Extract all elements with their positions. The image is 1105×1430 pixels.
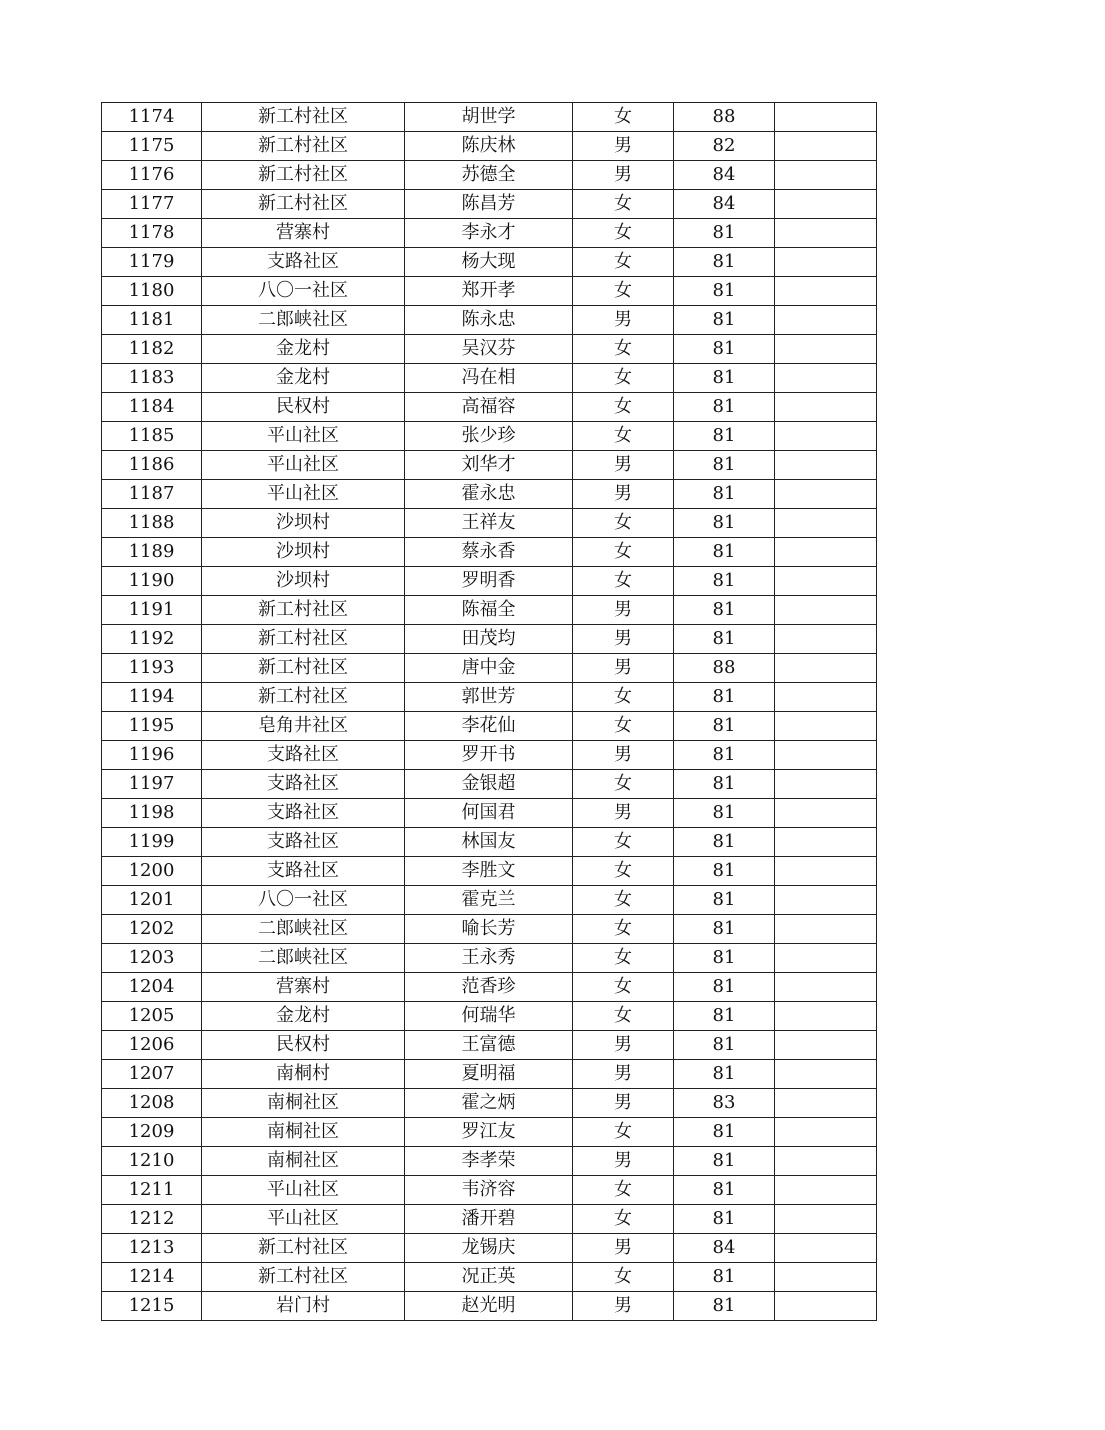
note-cell: [775, 799, 877, 828]
person-name-cell: 况正英: [405, 1263, 573, 1292]
note-cell: [775, 886, 877, 915]
table-row: [102, 973, 877, 1002]
person-name-cell: 何瑞华: [405, 1002, 573, 1031]
person-name-cell: 李胜文: [405, 857, 573, 886]
sex-cell: 女: [573, 1263, 674, 1292]
row-number-cell: 1206: [102, 1031, 202, 1060]
age-cell: 81: [674, 509, 775, 538]
person-name-cell: 李永才: [405, 219, 573, 248]
person-name-cell: 李花仙: [405, 712, 573, 741]
row-number-cell: 1191: [102, 596, 202, 625]
row-number-cell: 1179: [102, 248, 202, 277]
note-cell: [775, 306, 877, 335]
table-row: [102, 683, 877, 712]
age-cell: 81: [674, 915, 775, 944]
age-cell: 81: [674, 538, 775, 567]
table-row: [102, 1234, 877, 1263]
sex-cell: 女: [573, 857, 674, 886]
table-row: [102, 915, 877, 944]
age-cell: 81: [674, 683, 775, 712]
person-name-cell: 唐中金: [405, 654, 573, 683]
community-cell: 二郎峡社区: [202, 915, 405, 944]
sex-cell: 女: [573, 1002, 674, 1031]
note-cell: [775, 538, 877, 567]
sex-cell: 女: [573, 422, 674, 451]
row-number-cell: 1196: [102, 741, 202, 770]
note-cell: [775, 219, 877, 248]
community-cell: 支路社区: [202, 248, 405, 277]
person-name-cell: 陈永忠: [405, 306, 573, 335]
community-cell: 岩门村: [202, 1292, 405, 1321]
note-cell: [775, 596, 877, 625]
age-cell: 81: [674, 422, 775, 451]
sex-cell: 女: [573, 915, 674, 944]
note-cell: [775, 161, 877, 190]
table-row: [102, 712, 877, 741]
person-name-cell: 霍克兰: [405, 886, 573, 915]
table-row: [102, 190, 877, 219]
community-cell: 支路社区: [202, 799, 405, 828]
community-cell: 支路社区: [202, 770, 405, 799]
row-number-cell: 1199: [102, 828, 202, 857]
note-cell: [775, 683, 877, 712]
age-cell: 84: [674, 1234, 775, 1263]
sex-cell: 女: [573, 509, 674, 538]
note-cell: [775, 1176, 877, 1205]
community-cell: 南桐社区: [202, 1147, 405, 1176]
row-number-cell: 1197: [102, 770, 202, 799]
sex-cell: 男: [573, 799, 674, 828]
sex-cell: 女: [573, 1118, 674, 1147]
sex-cell: 女: [573, 828, 674, 857]
table-row: [102, 1060, 877, 1089]
community-cell: 金龙村: [202, 1002, 405, 1031]
row-number-cell: 1200: [102, 857, 202, 886]
table-row: [102, 509, 877, 538]
row-number-cell: 1214: [102, 1263, 202, 1292]
table-row: [102, 538, 877, 567]
sex-cell: 男: [573, 1031, 674, 1060]
table-row: [102, 654, 877, 683]
note-cell: [775, 190, 877, 219]
community-cell: 南桐社区: [202, 1089, 405, 1118]
note-cell: [775, 277, 877, 306]
community-cell: 南桐社区: [202, 1118, 405, 1147]
note-cell: [775, 1118, 877, 1147]
community-cell: 支路社区: [202, 828, 405, 857]
person-name-cell: 赵光明: [405, 1292, 573, 1321]
age-cell: 88: [674, 654, 775, 683]
community-cell: 支路社区: [202, 857, 405, 886]
table-row: [102, 1118, 877, 1147]
community-cell: 平山社区: [202, 451, 405, 480]
row-number-cell: 1175: [102, 132, 202, 161]
table-row: [102, 1089, 877, 1118]
person-name-cell: 陈福全: [405, 596, 573, 625]
sex-cell: 男: [573, 306, 674, 335]
community-cell: 营寨村: [202, 219, 405, 248]
note-cell: [775, 625, 877, 654]
note-cell: [775, 1292, 877, 1321]
note-cell: [775, 364, 877, 393]
community-cell: 沙坝村: [202, 509, 405, 538]
table-row: [102, 828, 877, 857]
person-name-cell: 韦济容: [405, 1176, 573, 1205]
row-number-cell: 1210: [102, 1147, 202, 1176]
person-name-cell: 林国友: [405, 828, 573, 857]
sex-cell: 女: [573, 944, 674, 973]
age-cell: 81: [674, 1031, 775, 1060]
row-number-cell: 1207: [102, 1060, 202, 1089]
row-number-cell: 1182: [102, 335, 202, 364]
note-cell: [775, 480, 877, 509]
note-cell: [775, 567, 877, 596]
person-name-cell: 杨大现: [405, 248, 573, 277]
age-cell: 81: [674, 567, 775, 596]
table-row: [102, 451, 877, 480]
community-cell: 八〇一社区: [202, 277, 405, 306]
person-name-cell: 喻长芳: [405, 915, 573, 944]
note-cell: [775, 1147, 877, 1176]
table-row: [102, 596, 877, 625]
age-cell: 81: [674, 828, 775, 857]
table-row: [102, 944, 877, 973]
community-cell: 八〇一社区: [202, 886, 405, 915]
community-cell: 皂角井社区: [202, 712, 405, 741]
age-cell: 84: [674, 161, 775, 190]
person-name-cell: 蔡永香: [405, 538, 573, 567]
community-cell: 平山社区: [202, 1205, 405, 1234]
row-number-cell: 1203: [102, 944, 202, 973]
row-number-cell: 1194: [102, 683, 202, 712]
table-row: [102, 1147, 877, 1176]
table-row: [102, 1031, 877, 1060]
table-row: [102, 1205, 877, 1234]
community-cell: 沙坝村: [202, 538, 405, 567]
age-cell: 81: [674, 973, 775, 1002]
community-cell: 民权村: [202, 393, 405, 422]
age-cell: 81: [674, 306, 775, 335]
sex-cell: 女: [573, 364, 674, 393]
table-row: [102, 422, 877, 451]
note-cell: [775, 1060, 877, 1089]
row-number-cell: 1181: [102, 306, 202, 335]
table-row: [102, 364, 877, 393]
person-name-cell: 何国君: [405, 799, 573, 828]
age-cell: 81: [674, 625, 775, 654]
sex-cell: 男: [573, 1292, 674, 1321]
table-row: [102, 857, 877, 886]
table-row: [102, 335, 877, 364]
row-number-cell: 1188: [102, 509, 202, 538]
row-number-cell: 1192: [102, 625, 202, 654]
table-row: [102, 886, 877, 915]
note-cell: [775, 770, 877, 799]
sex-cell: 女: [573, 683, 674, 712]
age-cell: 81: [674, 219, 775, 248]
sex-cell: 男: [573, 1060, 674, 1089]
sex-cell: 男: [573, 654, 674, 683]
row-number-cell: 1205: [102, 1002, 202, 1031]
person-name-cell: 田茂均: [405, 625, 573, 654]
note-cell: [775, 1089, 877, 1118]
roster-table: [101, 102, 877, 1321]
row-number-cell: 1212: [102, 1205, 202, 1234]
note-cell: [775, 741, 877, 770]
row-number-cell: 1178: [102, 219, 202, 248]
community-cell: 新工村社区: [202, 132, 405, 161]
person-name-cell: 李孝荣: [405, 1147, 573, 1176]
row-number-cell: 1195: [102, 712, 202, 741]
age-cell: 81: [674, 944, 775, 973]
age-cell: 83: [674, 1089, 775, 1118]
age-cell: 81: [674, 1205, 775, 1234]
person-name-cell: 霍永忠: [405, 480, 573, 509]
age-cell: 81: [674, 1118, 775, 1147]
age-cell: 88: [674, 103, 775, 132]
sex-cell: 女: [573, 219, 674, 248]
table-row: [102, 161, 877, 190]
community-cell: 金龙村: [202, 364, 405, 393]
person-name-cell: 苏德全: [405, 161, 573, 190]
row-number-cell: 1187: [102, 480, 202, 509]
table-row: [102, 393, 877, 422]
note-cell: [775, 335, 877, 364]
row-number-cell: 1202: [102, 915, 202, 944]
community-cell: 二郎峡社区: [202, 944, 405, 973]
community-cell: 平山社区: [202, 1176, 405, 1205]
sex-cell: 女: [573, 538, 674, 567]
age-cell: 81: [674, 1292, 775, 1321]
sex-cell: 男: [573, 161, 674, 190]
person-name-cell: 冯在相: [405, 364, 573, 393]
sex-cell: 女: [573, 973, 674, 1002]
sex-cell: 男: [573, 1147, 674, 1176]
note-cell: [775, 944, 877, 973]
sex-cell: 男: [573, 625, 674, 654]
note-cell: [775, 712, 877, 741]
row-number-cell: 1204: [102, 973, 202, 1002]
table-row: [102, 103, 877, 132]
sex-cell: 女: [573, 567, 674, 596]
table-row: [102, 1002, 877, 1031]
person-name-cell: 陈庆林: [405, 132, 573, 161]
sex-cell: 女: [573, 712, 674, 741]
person-name-cell: 刘华才: [405, 451, 573, 480]
row-number-cell: 1201: [102, 886, 202, 915]
sex-cell: 男: [573, 480, 674, 509]
community-cell: 二郎峡社区: [202, 306, 405, 335]
row-number-cell: 1209: [102, 1118, 202, 1147]
community-cell: 新工村社区: [202, 654, 405, 683]
community-cell: 新工村社区: [202, 190, 405, 219]
person-name-cell: 张少珍: [405, 422, 573, 451]
age-cell: 81: [674, 741, 775, 770]
person-name-cell: 罗江友: [405, 1118, 573, 1147]
sex-cell: 男: [573, 1089, 674, 1118]
age-cell: 81: [674, 857, 775, 886]
person-name-cell: 吴汉芬: [405, 335, 573, 364]
table-row: [102, 1263, 877, 1292]
community-cell: 新工村社区: [202, 683, 405, 712]
note-cell: [775, 1234, 877, 1263]
note-cell: [775, 422, 877, 451]
row-number-cell: 1193: [102, 654, 202, 683]
sex-cell: 男: [573, 132, 674, 161]
person-name-cell: 金银超: [405, 770, 573, 799]
table-row: [102, 799, 877, 828]
age-cell: 81: [674, 770, 775, 799]
community-cell: 新工村社区: [202, 596, 405, 625]
community-cell: 民权村: [202, 1031, 405, 1060]
sex-cell: 女: [573, 335, 674, 364]
sex-cell: 男: [573, 1234, 674, 1263]
community-cell: 南桐村: [202, 1060, 405, 1089]
sex-cell: 女: [573, 886, 674, 915]
table-row: [102, 132, 877, 161]
community-cell: 新工村社区: [202, 103, 405, 132]
row-number-cell: 1177: [102, 190, 202, 219]
sex-cell: 男: [573, 741, 674, 770]
table-row: [102, 567, 877, 596]
person-name-cell: 王永秀: [405, 944, 573, 973]
note-cell: [775, 509, 877, 538]
row-number-cell: 1213: [102, 1234, 202, 1263]
community-cell: 新工村社区: [202, 161, 405, 190]
row-number-cell: 1180: [102, 277, 202, 306]
age-cell: 81: [674, 335, 775, 364]
row-number-cell: 1174: [102, 103, 202, 132]
age-cell: 81: [674, 596, 775, 625]
community-cell: 支路社区: [202, 741, 405, 770]
sex-cell: 女: [573, 277, 674, 306]
note-cell: [775, 915, 877, 944]
community-cell: 平山社区: [202, 422, 405, 451]
age-cell: 81: [674, 1060, 775, 1089]
row-number-cell: 1185: [102, 422, 202, 451]
row-number-cell: 1215: [102, 1292, 202, 1321]
table-row: [102, 480, 877, 509]
person-name-cell: 胡世学: [405, 103, 573, 132]
table-row: [102, 306, 877, 335]
age-cell: 81: [674, 886, 775, 915]
roster-body: [102, 103, 877, 1321]
age-cell: 81: [674, 451, 775, 480]
person-name-cell: 郑开孝: [405, 277, 573, 306]
note-cell: [775, 393, 877, 422]
sex-cell: 女: [573, 248, 674, 277]
community-cell: 金龙村: [202, 335, 405, 364]
table-row: [102, 277, 877, 306]
community-cell: 平山社区: [202, 480, 405, 509]
row-number-cell: 1198: [102, 799, 202, 828]
table-row: [102, 770, 877, 799]
table-row: [102, 625, 877, 654]
table-row: [102, 741, 877, 770]
age-cell: 81: [674, 248, 775, 277]
sex-cell: 女: [573, 1176, 674, 1205]
note-cell: [775, 857, 877, 886]
age-cell: 81: [674, 277, 775, 306]
row-number-cell: 1176: [102, 161, 202, 190]
note-cell: [775, 1263, 877, 1292]
age-cell: 81: [674, 1147, 775, 1176]
note-cell: [775, 132, 877, 161]
community-cell: 新工村社区: [202, 1263, 405, 1292]
person-name-cell: 王祥友: [405, 509, 573, 538]
person-name-cell: 范香珍: [405, 973, 573, 1002]
community-cell: 新工村社区: [202, 1234, 405, 1263]
note-cell: [775, 451, 877, 480]
note-cell: [775, 973, 877, 1002]
table-row: [102, 248, 877, 277]
row-number-cell: 1184: [102, 393, 202, 422]
person-name-cell: 陈昌芳: [405, 190, 573, 219]
row-number-cell: 1211: [102, 1176, 202, 1205]
note-cell: [775, 248, 877, 277]
row-number-cell: 1183: [102, 364, 202, 393]
person-name-cell: 郭世芳: [405, 683, 573, 712]
note-cell: [775, 654, 877, 683]
row-number-cell: 1189: [102, 538, 202, 567]
community-cell: 沙坝村: [202, 567, 405, 596]
community-cell: 新工村社区: [202, 625, 405, 654]
person-name-cell: 夏明福: [405, 1060, 573, 1089]
sex-cell: 女: [573, 1205, 674, 1234]
sex-cell: 女: [573, 190, 674, 219]
age-cell: 81: [674, 480, 775, 509]
note-cell: [775, 1002, 877, 1031]
note-cell: [775, 103, 877, 132]
row-number-cell: 1186: [102, 451, 202, 480]
table-row: [102, 1176, 877, 1205]
row-number-cell: 1208: [102, 1089, 202, 1118]
note-cell: [775, 1205, 877, 1234]
sex-cell: 女: [573, 770, 674, 799]
note-cell: [775, 1031, 877, 1060]
age-cell: 81: [674, 364, 775, 393]
sex-cell: 男: [573, 596, 674, 625]
row-number-cell: 1190: [102, 567, 202, 596]
age-cell: 81: [674, 712, 775, 741]
table-row: [102, 219, 877, 248]
table-row: [102, 1292, 877, 1321]
sex-cell: 女: [573, 103, 674, 132]
person-name-cell: 龙锡庆: [405, 1234, 573, 1263]
age-cell: 81: [674, 1263, 775, 1292]
person-name-cell: 潘开碧: [405, 1205, 573, 1234]
community-cell: 营寨村: [202, 973, 405, 1002]
age-cell: 82: [674, 132, 775, 161]
sex-cell: 男: [573, 451, 674, 480]
person-name-cell: 罗开书: [405, 741, 573, 770]
sex-cell: 女: [573, 393, 674, 422]
age-cell: 84: [674, 190, 775, 219]
note-cell: [775, 828, 877, 857]
person-name-cell: 高福容: [405, 393, 573, 422]
age-cell: 81: [674, 1002, 775, 1031]
person-name-cell: 王富德: [405, 1031, 573, 1060]
age-cell: 81: [674, 799, 775, 828]
person-name-cell: 霍之炳: [405, 1089, 573, 1118]
age-cell: 81: [674, 393, 775, 422]
person-name-cell: 罗明香: [405, 567, 573, 596]
age-cell: 81: [674, 1176, 775, 1205]
